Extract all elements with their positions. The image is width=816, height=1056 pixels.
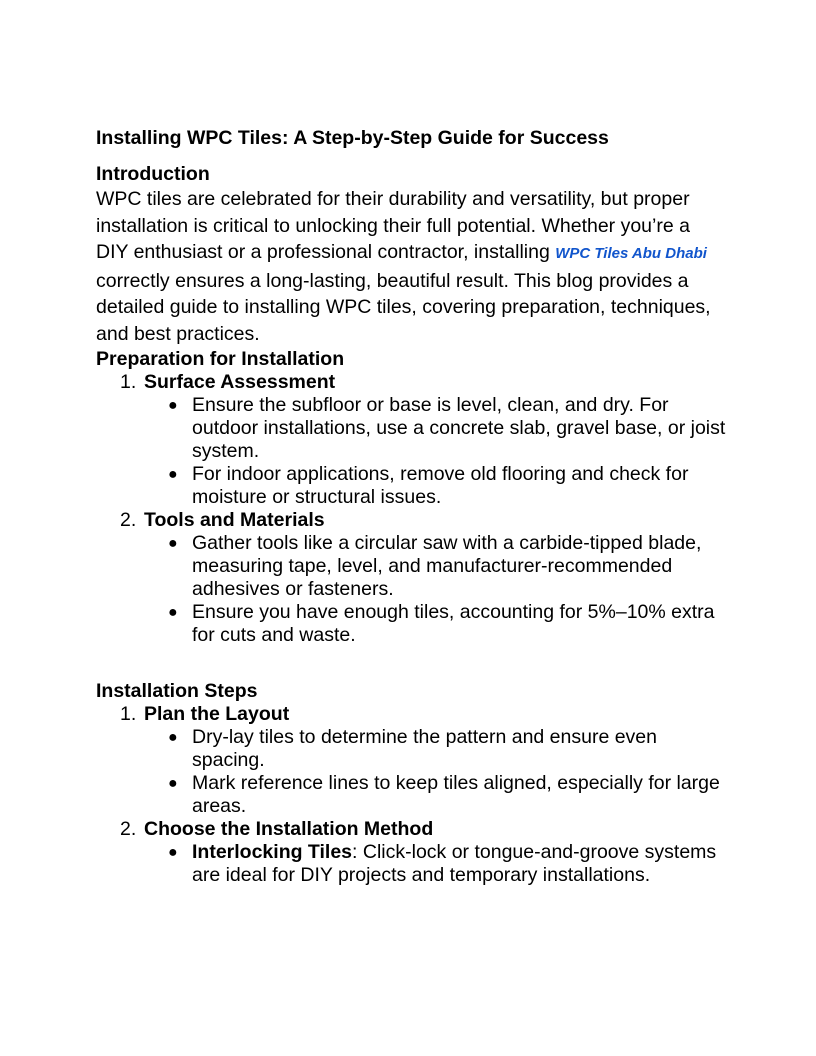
preparation-steps-list [96, 371, 726, 647]
list-item [144, 601, 726, 647]
step-number: 2. [120, 509, 137, 531]
installation-heading: Installation Steps [96, 680, 258, 702]
list-item [144, 532, 726, 601]
list-item [96, 509, 726, 647]
introduction-paragraph [96, 186, 726, 347]
introduction-heading: Introduction [96, 163, 210, 185]
bullet-icon: ● [168, 775, 178, 792]
step-label: Choose the Installation Method [144, 818, 434, 840]
bullet-list [144, 394, 726, 509]
list-item [144, 394, 726, 463]
wpc-tiles-abu-dhabi-link[interactable]: WPC Tiles Abu Dhabi [555, 245, 707, 262]
bullet-icon: ● [168, 535, 178, 552]
step-label: Tools and Materials [144, 509, 325, 531]
installation-steps-list [96, 703, 726, 887]
step-number: 1. [120, 703, 137, 725]
list-item [144, 726, 726, 772]
list-item [96, 703, 726, 818]
bullet-list [144, 532, 726, 647]
bullet-text: Dry-lay tiles to determine the pattern and ensure even spacing. [192, 726, 658, 771]
preparation-heading: Preparation for Installation [96, 348, 345, 370]
bullet-icon: ● [168, 729, 178, 746]
step-number: 1. [120, 371, 137, 393]
step-label: Plan the Layout [144, 703, 290, 725]
bullet-icon: ● [168, 397, 178, 414]
list-item [144, 772, 726, 818]
step-number: 2. [120, 818, 137, 840]
step-label: Surface Assessment [144, 371, 336, 393]
list-item [144, 463, 726, 509]
bullet-text: Mark reference lines to keep tiles aligned, especially for large areas. [192, 772, 720, 817]
bullet-list [144, 726, 726, 818]
list-item [96, 818, 726, 887]
intro-text-after-link: correctly ensures a long-lasting, beautiful result. This blog provides a detailed guide to installing WPC tiles, covering preparation, techniques, and best practices. [96, 269, 711, 345]
intro-text-before-link: WPC tiles are celebrated for their durability and versatility, but proper installation is critical to unlocking their full potential. Whether you’re a DIY enthusiast or a professional contractor, installing [96, 188, 690, 263]
bullet-text: For indoor applications, remove old flooring and check for moisture or structural issues. [192, 463, 689, 508]
bullet-bold-term: Interlocking Tiles [192, 841, 353, 863]
bullet-icon: ● [168, 844, 178, 861]
bullet-icon: ● [168, 466, 178, 483]
list-item [96, 371, 726, 509]
list-item [144, 841, 726, 887]
bullet-text: Ensure the subfloor or base is level, clean, and dry. For outdoor installations, use a concrete slab, gravel base, or joist system. [192, 394, 726, 462]
document-page [96, 124, 726, 887]
bullet-list [144, 841, 726, 887]
bullet-icon: ● [168, 604, 178, 621]
document-title: Installing WPC Tiles: A Step-by-Step Guide for Success [96, 127, 609, 149]
bullet-text: Ensure you have enough tiles, accounting for 5%–10% extra for cuts and waste. [192, 601, 715, 646]
bullet-text: Gather tools like a circular saw with a carbide-tipped blade, measuring tape, level, and manufacturer-recommended adhesives or fasteners. [192, 532, 702, 600]
bullet-text: : Click-lock or tongue-and-groove systems are ideal for DIY projects and temporary installations. [192, 841, 717, 886]
section-spacer [96, 647, 726, 679]
